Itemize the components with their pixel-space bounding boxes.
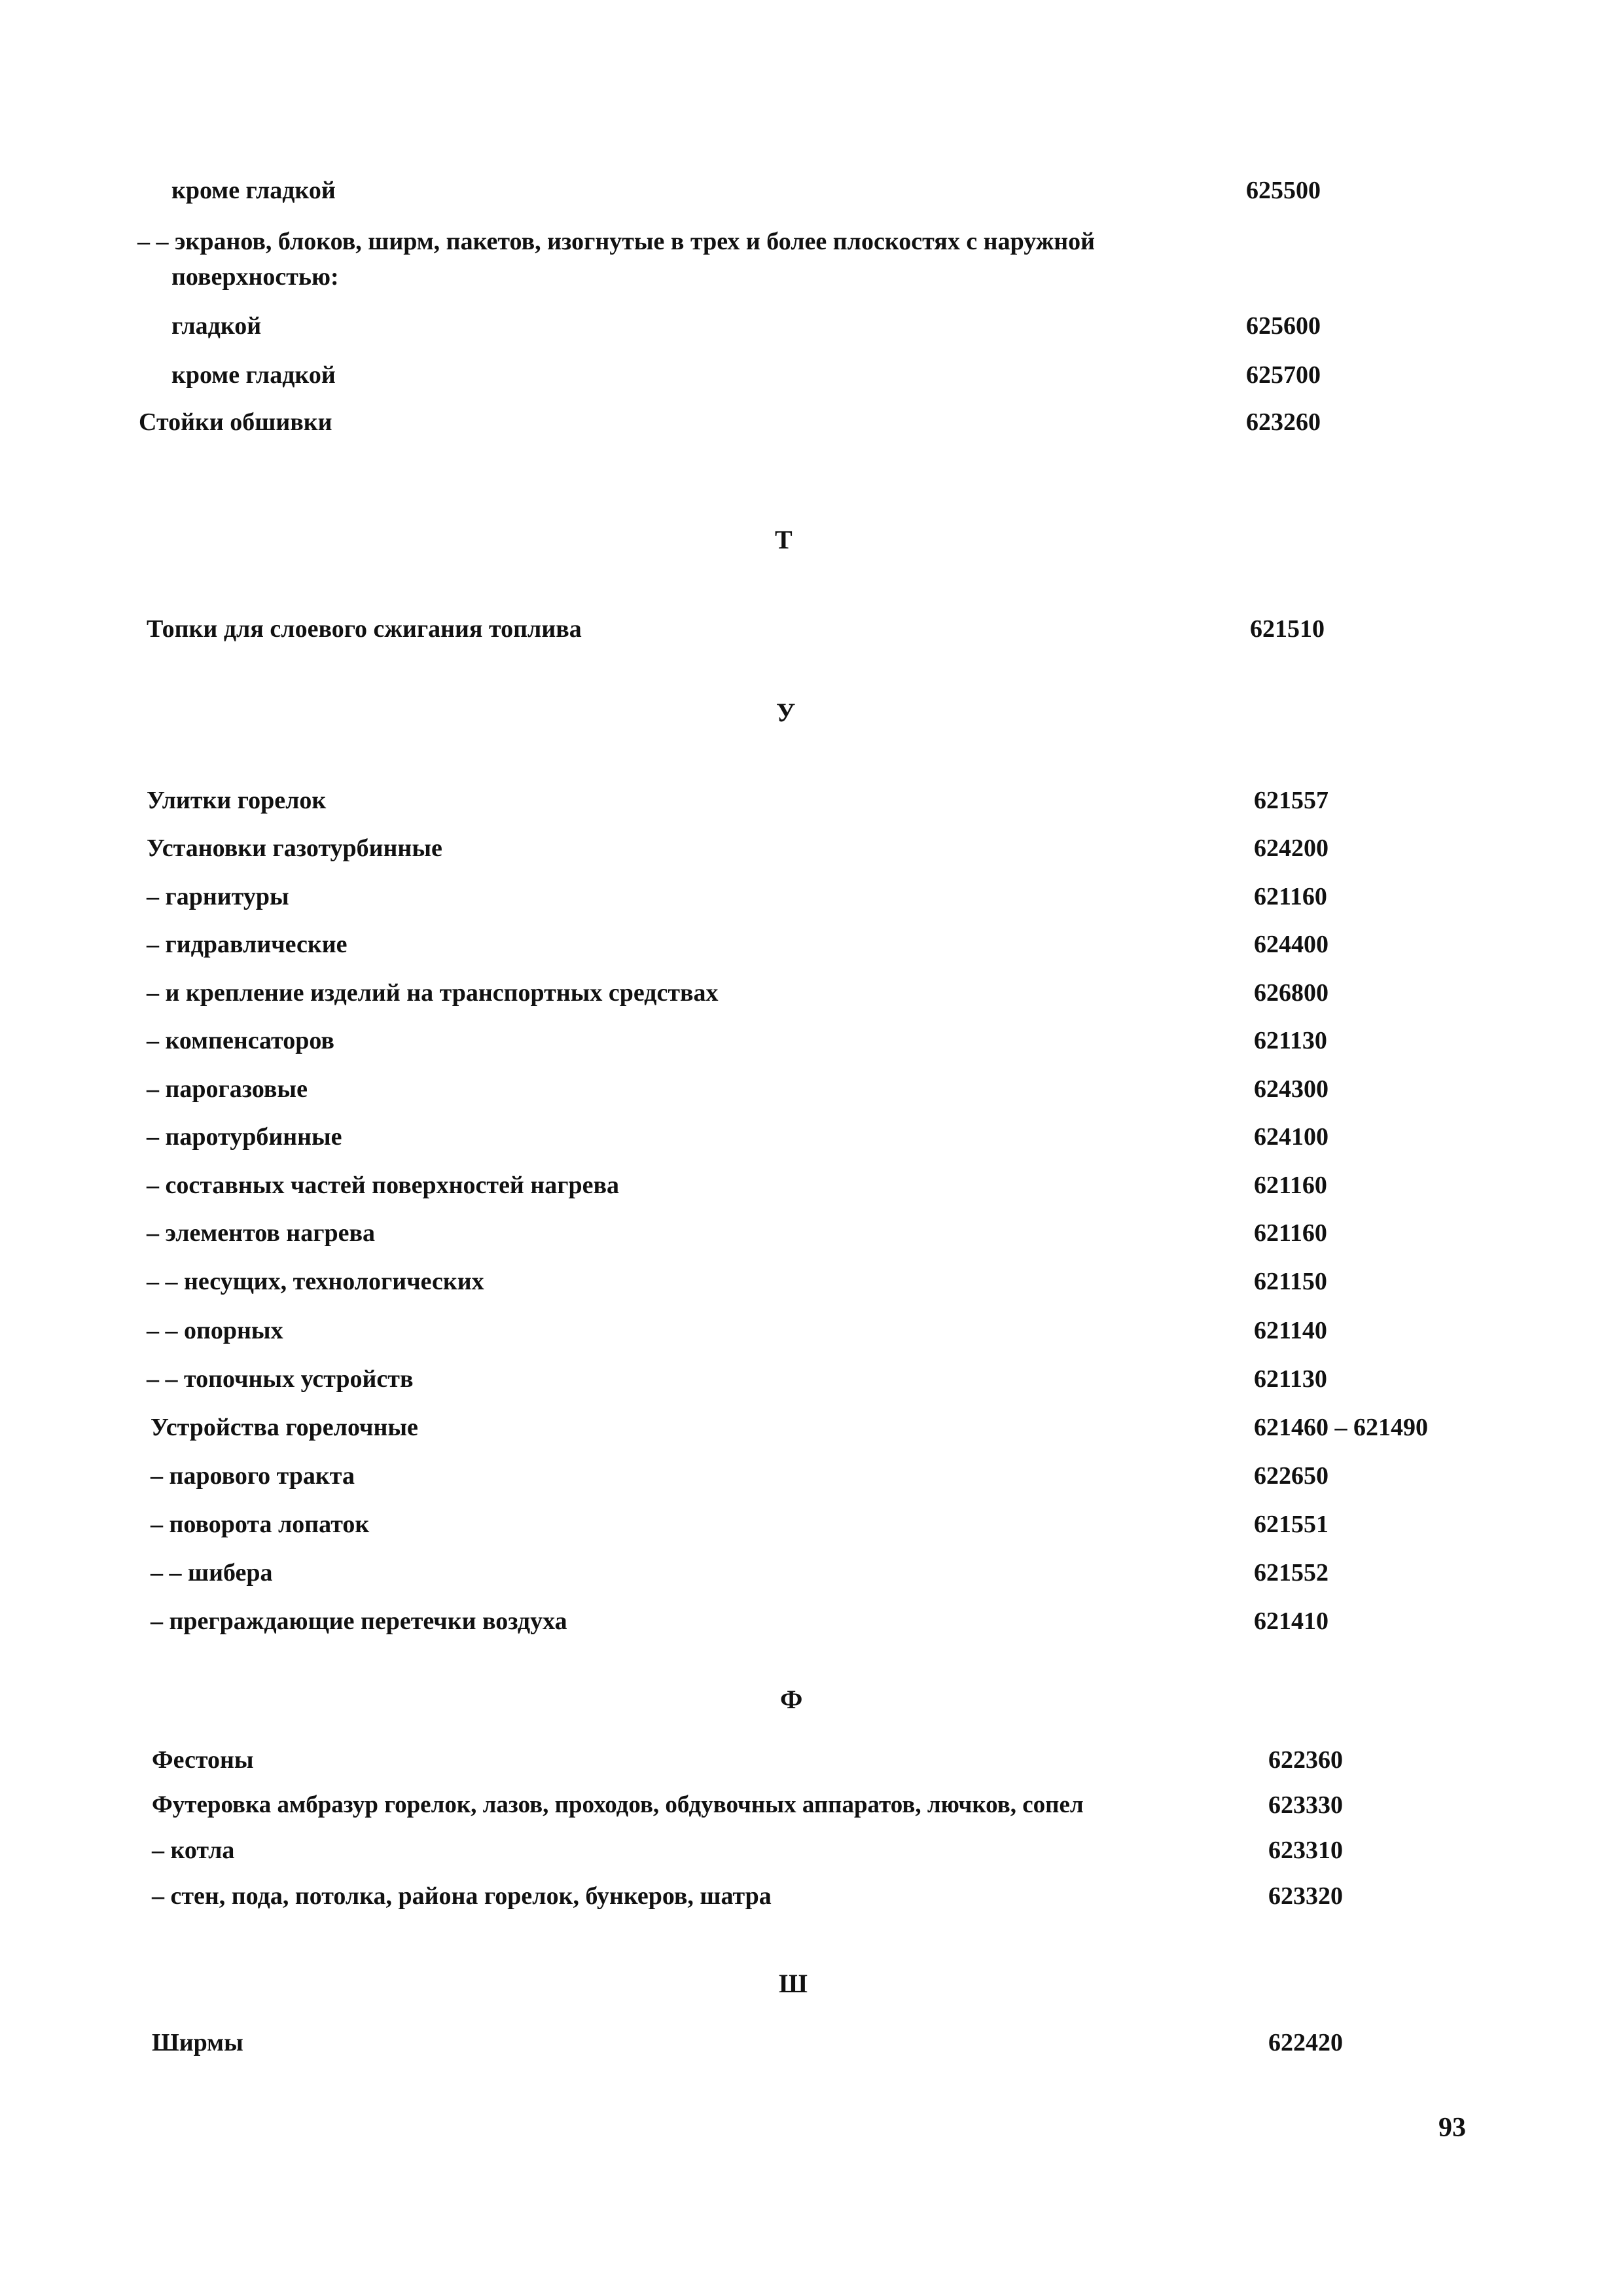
page-number: 93 bbox=[1438, 2113, 1466, 2143]
entry-label: кроме гладкой bbox=[171, 361, 336, 389]
entry-label: – – экранов, блоков, ширм, пакетов, изогнутые в трех и более плоскостях с наружной bbox=[137, 228, 1096, 255]
entry-code: 625700 bbox=[1246, 361, 1321, 389]
entry-label: – поворота лопаток bbox=[151, 1511, 370, 1538]
entry-label: – – топочных устройств bbox=[147, 1365, 414, 1393]
entry-label: Улитки горелок bbox=[147, 787, 327, 814]
entry-label: Топки для слоевого сжигания топлива bbox=[147, 615, 582, 643]
entry-code: 621510 bbox=[1250, 615, 1325, 643]
entry-label: – – опорных bbox=[147, 1317, 283, 1344]
entry-code: 621410 bbox=[1254, 1607, 1329, 1635]
entry-code: 621140 bbox=[1254, 1317, 1327, 1344]
entry-label: Фестоны bbox=[152, 1746, 254, 1774]
entry-code: 624300 bbox=[1254, 1075, 1329, 1103]
entry-code: 624400 bbox=[1254, 931, 1329, 958]
entry-code: 622360 bbox=[1268, 1746, 1343, 1774]
entry-label-continuation: поверхностью: bbox=[171, 263, 339, 291]
entry-code: 624100 bbox=[1254, 1123, 1329, 1151]
entry-label: – компенсаторов bbox=[147, 1027, 334, 1054]
entry-label: Устройства горелочные bbox=[151, 1414, 418, 1441]
entry-code: 626800 bbox=[1254, 979, 1329, 1007]
entry-code: 621130 bbox=[1254, 1365, 1327, 1393]
entry-code: 622650 bbox=[1254, 1462, 1329, 1490]
entry-code: 623330 bbox=[1268, 1791, 1343, 1819]
entry-code: 621160 bbox=[1254, 1219, 1327, 1247]
entry-label: Ширмы bbox=[152, 2029, 243, 2056]
entry-label: кроме гладкой bbox=[171, 177, 336, 204]
entry-label: гладкой bbox=[171, 312, 262, 340]
entry-label: – составных частей поверхностей нагрева bbox=[147, 1172, 619, 1199]
entry-label: Стойки обшивки bbox=[139, 408, 332, 436]
entry-label: – гидравлические bbox=[147, 931, 348, 958]
entry-label: – – несущих, технологических bbox=[147, 1268, 484, 1295]
entry-label: – парогазовые bbox=[147, 1075, 308, 1103]
entry-code: 624200 bbox=[1254, 834, 1329, 862]
entry-label: – элементов нагрева bbox=[147, 1219, 375, 1247]
entry-label: – котла bbox=[152, 1837, 235, 1864]
entry-code: 623260 bbox=[1246, 408, 1321, 436]
entry-code: 622420 bbox=[1268, 2029, 1343, 2056]
entry-label: – паротурбинные bbox=[147, 1123, 342, 1151]
entry-code: 623320 bbox=[1268, 1882, 1343, 1910]
section-letter-t: Т bbox=[775, 525, 793, 554]
entry-code: 621160 bbox=[1254, 883, 1327, 910]
entry-code: 621557 bbox=[1254, 787, 1329, 814]
entry-code: 621130 bbox=[1254, 1027, 1327, 1054]
entry-code: 625500 bbox=[1246, 177, 1321, 204]
entry-label: Футеровка амбразур горелок, лазов, проходов, обдувочных аппаратов, лючков, сопел bbox=[152, 1791, 1084, 1818]
section-letter-sh: Ш bbox=[779, 1969, 808, 1998]
entry-code: 621551 bbox=[1254, 1511, 1329, 1538]
entry-label: – стен, пода, потолка, района горелок, бункеров, шатра bbox=[152, 1882, 772, 1910]
entry-code: 623310 bbox=[1268, 1837, 1343, 1864]
entry-code: 621460 – 621490 bbox=[1254, 1414, 1428, 1441]
entry-label: – и крепление изделий на транспортных средствах bbox=[147, 979, 719, 1007]
entry-label: – парового тракта bbox=[151, 1462, 355, 1490]
entry-code: 625600 bbox=[1246, 312, 1321, 340]
entry-label: Установки газотурбинные bbox=[147, 834, 442, 862]
entry-code: 621150 bbox=[1254, 1268, 1327, 1295]
entry-code: 621552 bbox=[1254, 1559, 1329, 1587]
entry-label: – преграждающие перетечки воздуха bbox=[151, 1607, 567, 1635]
entry-code: 621160 bbox=[1254, 1172, 1327, 1199]
entry-label: – – шибера bbox=[151, 1559, 273, 1587]
entry-label: – гарнитуры bbox=[147, 883, 289, 910]
section-letter-u: У bbox=[776, 698, 796, 727]
section-letter-f: Ф bbox=[780, 1685, 803, 1714]
